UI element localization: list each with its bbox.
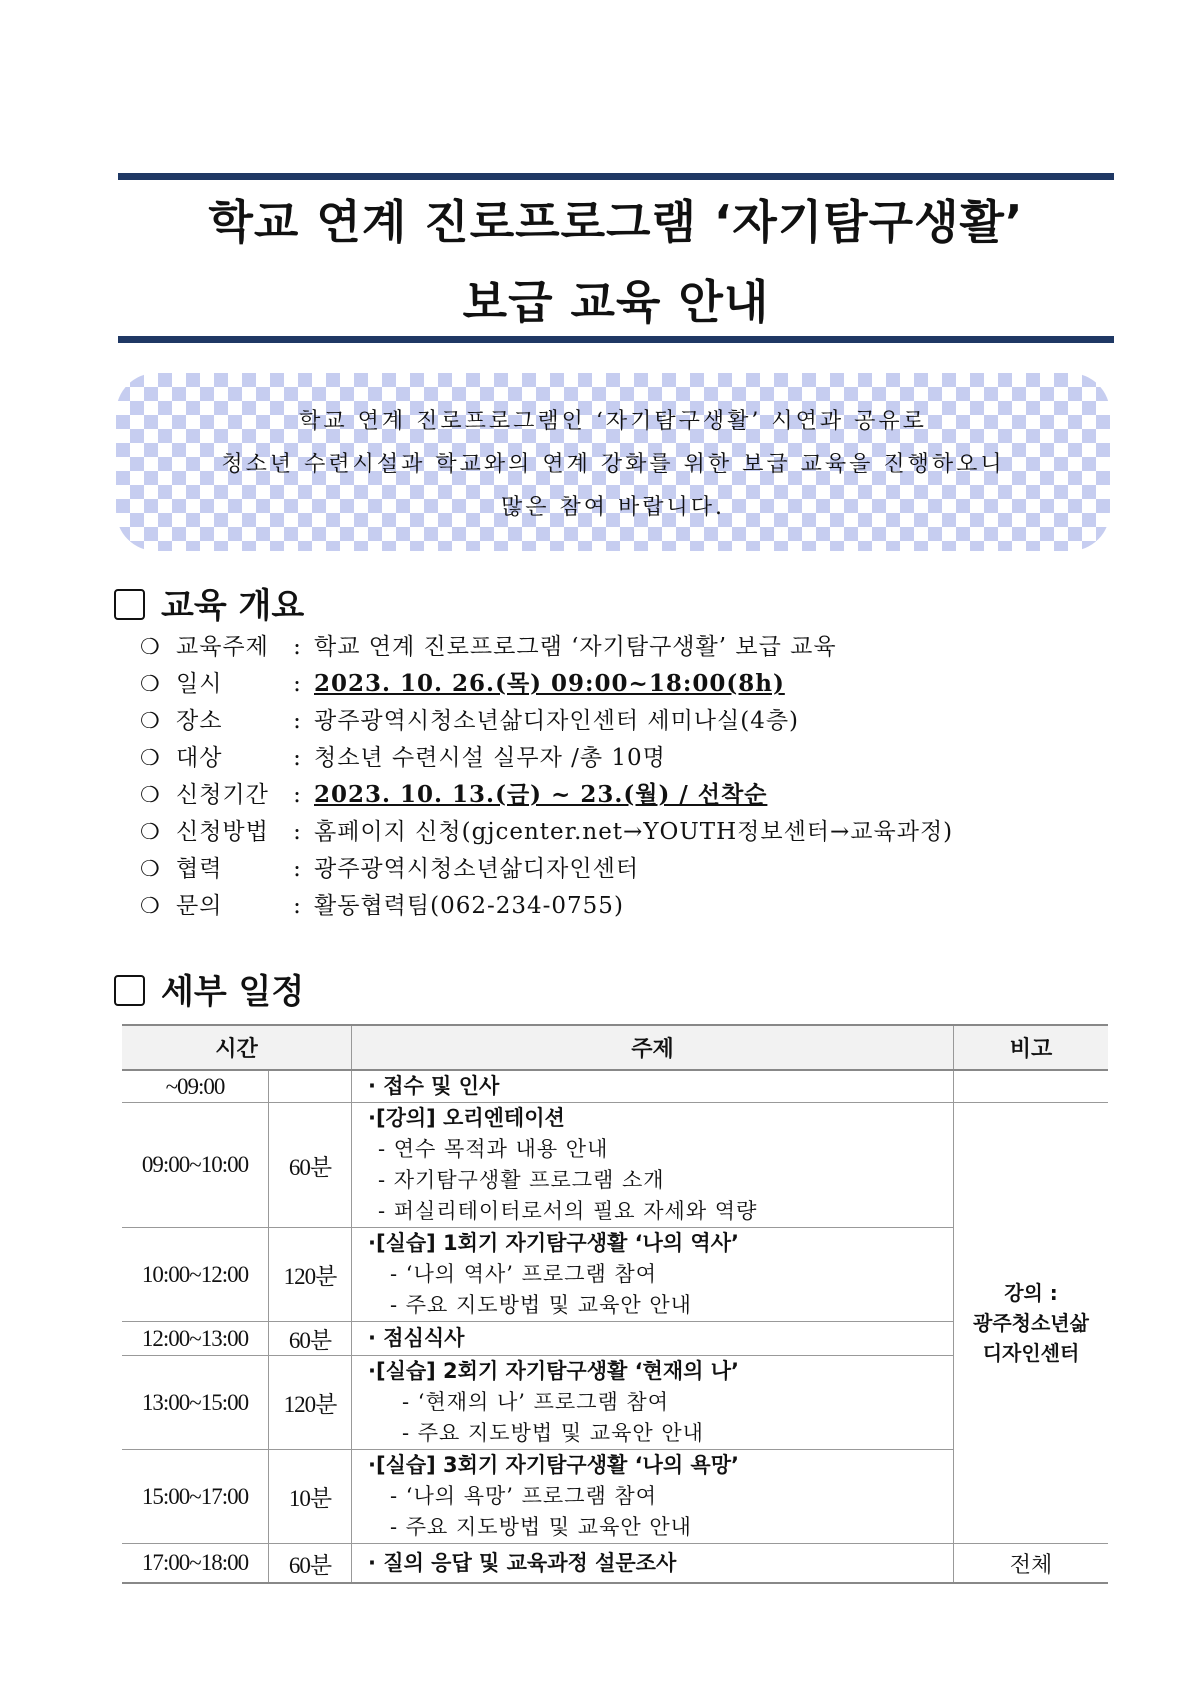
colon: : <box>293 893 301 919</box>
colon: : <box>293 819 301 845</box>
topic-main: · 점심식사 <box>368 1326 465 1350</box>
circle-bullet-icon: ❍ <box>140 635 160 660</box>
time-cell: 17:00~18:00 <box>122 1544 269 1584</box>
time-cell: ~09:00 <box>122 1070 269 1103</box>
note-cell: 전체 <box>954 1544 1109 1584</box>
note-cell-lecturer <box>954 1103 1109 1544</box>
colon: : <box>293 708 301 734</box>
header-note: 비고 <box>954 1025 1109 1070</box>
intro-line: 많은 참여 바랍니다. <box>501 495 725 520</box>
time-cell: 12:00~13:00 <box>122 1322 269 1356</box>
overview-item <box>140 630 1100 664</box>
topic-sub: - 주요 지도방법 및 교육안 안내 <box>390 1293 692 1317</box>
overview-label: 신청기간 <box>176 782 269 808</box>
checkbox-square-icon <box>114 975 145 1006</box>
topic-cell <box>352 1544 954 1584</box>
note-line: 광주청소년삶 <box>973 1311 1089 1335</box>
note-line: 디자인센터 <box>982 1341 1080 1365</box>
time-cell: 09:00~10:00 <box>122 1103 269 1228</box>
overview-value: 광주광역시청소년삶디자인센터 세미나실(4층) <box>314 708 800 734</box>
duration-cell: 120분 <box>269 1356 352 1450</box>
colon: : <box>293 745 301 771</box>
duration-cell: 60분 <box>269 1544 352 1584</box>
colon: : <box>293 782 301 808</box>
topic-cell <box>352 1322 954 1356</box>
topic-sub: - ‘현재의 나’ 프로그램 참여 <box>402 1390 670 1414</box>
overview-item <box>140 852 1100 886</box>
note-cell <box>954 1070 1109 1103</box>
circle-bullet-icon: ❍ <box>140 783 160 808</box>
overview-value: 2023. 10. 13.(금) ~ 23.(월) / 선착순 <box>314 781 768 808</box>
topic-sub: - 주요 지도방법 및 교육안 안내 <box>402 1421 704 1445</box>
topic-cell <box>352 1228 954 1322</box>
overview-label: 장소 <box>176 708 223 734</box>
overview-label: 대상 <box>176 745 223 771</box>
duration-cell: 60분 <box>269 1103 352 1228</box>
overview-item <box>140 889 1100 923</box>
overview-item <box>140 741 1100 775</box>
colon: : <box>293 634 301 660</box>
topic-sub: - 연수 목적과 내용 안내 <box>378 1137 609 1161</box>
checkbox-square-icon <box>114 589 145 620</box>
topic-main: · 질의 응답 및 교육과정 설문조사 <box>368 1550 677 1575</box>
overview-label: 일시 <box>176 671 223 697</box>
topic-main: ·[실습] 1회기 자기탐구생활 ‘나의 역사’ <box>368 1231 739 1255</box>
overview-value: 2023. 10. 26.(목) 09:00~18:00(8h) <box>314 670 785 697</box>
overview-item <box>140 667 1100 701</box>
overview-item <box>140 815 1100 849</box>
topic-sub: - 주요 지도방법 및 교육안 안내 <box>390 1515 692 1539</box>
overview-value: 청소년 수련시설 실무자 /총 10명 <box>314 745 666 771</box>
overview-label: 교육주제 <box>176 634 269 660</box>
topic-main: ·[실습] 2회기 자기탐구생활 ‘현재의 나’ <box>368 1359 739 1383</box>
overview-value: 활동협력팀(062-234-0755) <box>314 893 624 919</box>
overview-label: 문의 <box>176 893 223 919</box>
topic-sub: - ‘나의 욕망’ 프로그램 참여 <box>390 1484 658 1508</box>
page-title-line1: 학교 연계 진로프로그램 ‘자기탐구생활’ <box>208 195 1024 249</box>
duration-cell <box>269 1070 352 1103</box>
overview-value: 학교 연계 진로프로그램 ‘자기탐구생활’ 보급 교육 <box>314 634 837 660</box>
duration-cell: 120분 <box>269 1228 352 1322</box>
section-title: 교육 개요 <box>161 586 305 626</box>
schedule-table <box>122 1024 1108 1584</box>
topic-sub: - 퍼실리테이터로서의 필요 자세와 역량 <box>378 1199 758 1223</box>
topic-main: ·[실습] 3회기 자기탐구생활 ‘나의 욕망’ <box>368 1453 739 1477</box>
circle-bullet-icon: ❍ <box>140 820 160 845</box>
page-title-line2: 보급 교육 안내 <box>462 275 770 329</box>
table-row <box>122 1544 1108 1584</box>
circle-bullet-icon: ❍ <box>140 857 160 882</box>
topic-sub: - 자기탐구생활 프로그램 소개 <box>378 1168 665 1192</box>
duration-cell: 10분 <box>269 1450 352 1544</box>
circle-bullet-icon: ❍ <box>140 709 160 734</box>
topic-cell <box>352 1356 954 1450</box>
colon: : <box>293 856 301 882</box>
time-cell: 10:00~12:00 <box>122 1228 269 1322</box>
section-heading-schedule <box>114 964 304 1013</box>
table-row <box>122 1070 1108 1103</box>
top-rule <box>118 173 1114 180</box>
time-cell: 15:00~17:00 <box>122 1450 269 1544</box>
overview-label: 신청방법 <box>176 819 269 845</box>
topic-cell <box>352 1070 954 1103</box>
intro-line: 청소년 수련시설과 학교와의 연계 강화를 위한 보급 교육을 진행하오니 <box>221 452 1005 477</box>
circle-bullet-icon: ❍ <box>140 894 160 919</box>
overview-value: 광주광역시청소년삶디자인센터 <box>314 856 640 882</box>
topic-cell <box>352 1103 954 1228</box>
colon: : <box>293 671 301 697</box>
circle-bullet-icon: ❍ <box>140 672 160 697</box>
time-cell: 13:00~15:00 <box>122 1356 269 1450</box>
overview-value: 홈페이지 신청(gjcenter.net→YOUTH정보센터→교육과정) <box>314 819 954 845</box>
topic-main: · 접수 및 인사 <box>368 1074 500 1098</box>
bottom-rule <box>118 336 1114 343</box>
table-header-row <box>122 1025 1108 1070</box>
table-row <box>122 1103 1108 1228</box>
duration-cell: 60분 <box>269 1322 352 1356</box>
topic-sub: - ‘나의 역사’ 프로그램 참여 <box>390 1262 658 1286</box>
note-line: 강의 : <box>1004 1281 1058 1305</box>
header-topic: 주제 <box>352 1025 954 1070</box>
section-heading-overview <box>114 578 304 627</box>
overview-item <box>140 778 1100 812</box>
topic-main: ·[강의] 오리엔테이션 <box>368 1106 565 1130</box>
circle-bullet-icon: ❍ <box>140 746 160 771</box>
section-title: 세부 일정 <box>161 972 305 1012</box>
overview-item <box>140 704 1100 738</box>
overview-label: 협력 <box>176 856 223 882</box>
intro-box <box>116 373 1110 551</box>
intro-line: 학교 연계 진로프로그램인 ‘자기탐구생활’ 시연과 공유로 <box>299 409 927 434</box>
header-time: 시간 <box>122 1025 352 1070</box>
topic-cell <box>352 1450 954 1544</box>
